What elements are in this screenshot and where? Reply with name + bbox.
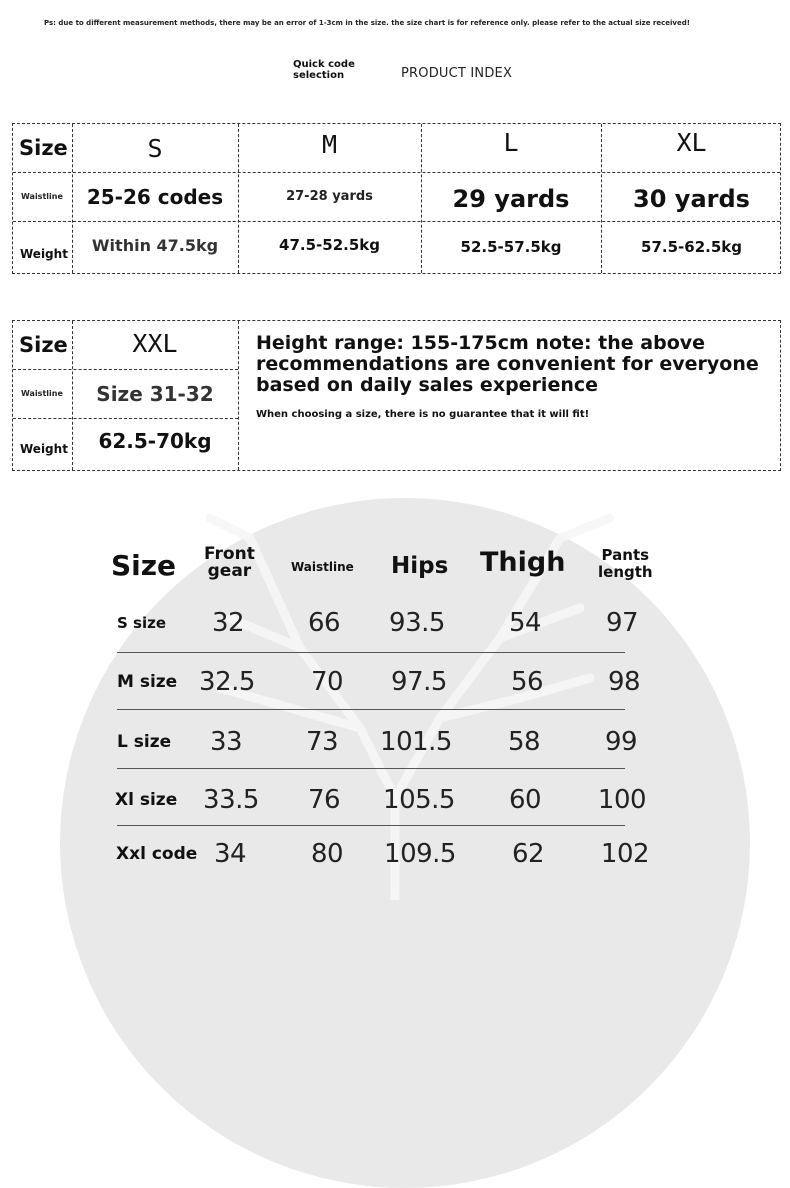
waist-xl: 30 yards <box>633 184 750 213</box>
weight-xl: 57.5-62.5kg <box>641 237 742 256</box>
measure-cell: 34 <box>213 839 247 869</box>
row-label-size: Size <box>19 333 68 357</box>
measure-cell: 101.5 <box>380 727 452 757</box>
measure-cell: 98 <box>607 667 641 697</box>
row-divider <box>117 768 625 769</box>
measure-cell: 97 <box>605 608 639 638</box>
measure-cell: 54 <box>508 608 542 638</box>
row-label-waistline: Waistline <box>21 389 63 398</box>
size-l: L <box>503 127 519 157</box>
measure-cell: 56 <box>510 667 544 697</box>
measure-cell: 93.5 <box>389 608 445 638</box>
row-divider <box>117 825 625 826</box>
measure-cell: 58 <box>507 727 541 757</box>
weight-xxl: 62.5-70kg <box>98 429 212 453</box>
measure-cell: 66 <box>307 608 341 638</box>
measure-row-label: M size <box>117 672 178 692</box>
weight-m: 47.5-52.5kg <box>279 236 380 254</box>
size-xl: XL <box>676 127 707 157</box>
waist-l: 29 yards <box>452 184 570 213</box>
measure-header-front-gear: Front gear <box>204 544 255 581</box>
row-label-waistline: Waistline <box>21 192 63 201</box>
measure-cell: 102 <box>600 839 650 869</box>
row-label-weight: Weight <box>20 442 68 456</box>
measure-cell: 73 <box>305 727 339 757</box>
row-label-size: Size <box>19 136 68 160</box>
measure-cell: 33.5 <box>203 785 259 815</box>
measure-cell: 80 <box>310 839 344 869</box>
row-label-weight: Weight <box>20 247 68 261</box>
row-divider <box>117 652 625 653</box>
measure-header-pants-length: Pants length <box>598 546 653 581</box>
size-table <box>12 123 781 274</box>
measure-header-waistline: Waistline <box>291 560 354 574</box>
product-index-label: PRODUCT INDEX <box>401 66 513 81</box>
measure-header-thigh: Thigh <box>480 547 566 578</box>
waist-s: 25-26 codes <box>86 184 224 209</box>
measure-cell: 70 <box>310 667 344 697</box>
measure-row-label: L size <box>117 732 172 752</box>
measure-cell: 100 <box>597 785 647 815</box>
waist-xxl: Size 31-32 <box>96 381 214 406</box>
measure-cell: 109.5 <box>384 839 456 869</box>
measure-cell: 32.5 <box>199 667 255 697</box>
measure-cell: 62 <box>511 839 545 869</box>
waist-m: 27-28 yards <box>286 189 373 204</box>
measure-row-label: S size <box>117 614 166 632</box>
size-s: S <box>147 133 163 163</box>
measure-header-hips: Hips <box>391 553 449 579</box>
weight-s: Within 47.5kg <box>91 235 219 255</box>
measure-cell: 99 <box>604 727 638 757</box>
measure-header-size: Size <box>111 549 177 582</box>
measure-cell: 76 <box>307 785 341 815</box>
row-divider <box>117 709 625 710</box>
guarantee-note: When choosing a size, there is no guarantee that it will fit! <box>256 409 590 420</box>
size-m: M <box>321 129 338 159</box>
measure-cell: 33 <box>209 727 243 757</box>
disclaimer-note: Ps: due to different measurement methods, there may be an error of 1-3cm in the size. the size chart is for reference only. please refer to the actual size received! <box>44 19 690 27</box>
measure-cell: 32 <box>211 608 245 638</box>
measure-cell: 105.5 <box>383 785 455 815</box>
measure-cell: 60 <box>508 785 542 815</box>
measure-row-label: Xl size <box>115 790 178 810</box>
height-range-note: Height range: 155-175cm note: the above recommendations are convenient for everyone based on daily sales experience <box>256 332 759 396</box>
size-xxl: XXL <box>132 328 178 358</box>
measure-row-label: Xxl code <box>116 844 198 864</box>
weight-l: 52.5-57.5kg <box>460 237 562 256</box>
quick-code-label: Quick code selection <box>293 59 355 81</box>
measure-cell: 97.5 <box>391 667 447 697</box>
